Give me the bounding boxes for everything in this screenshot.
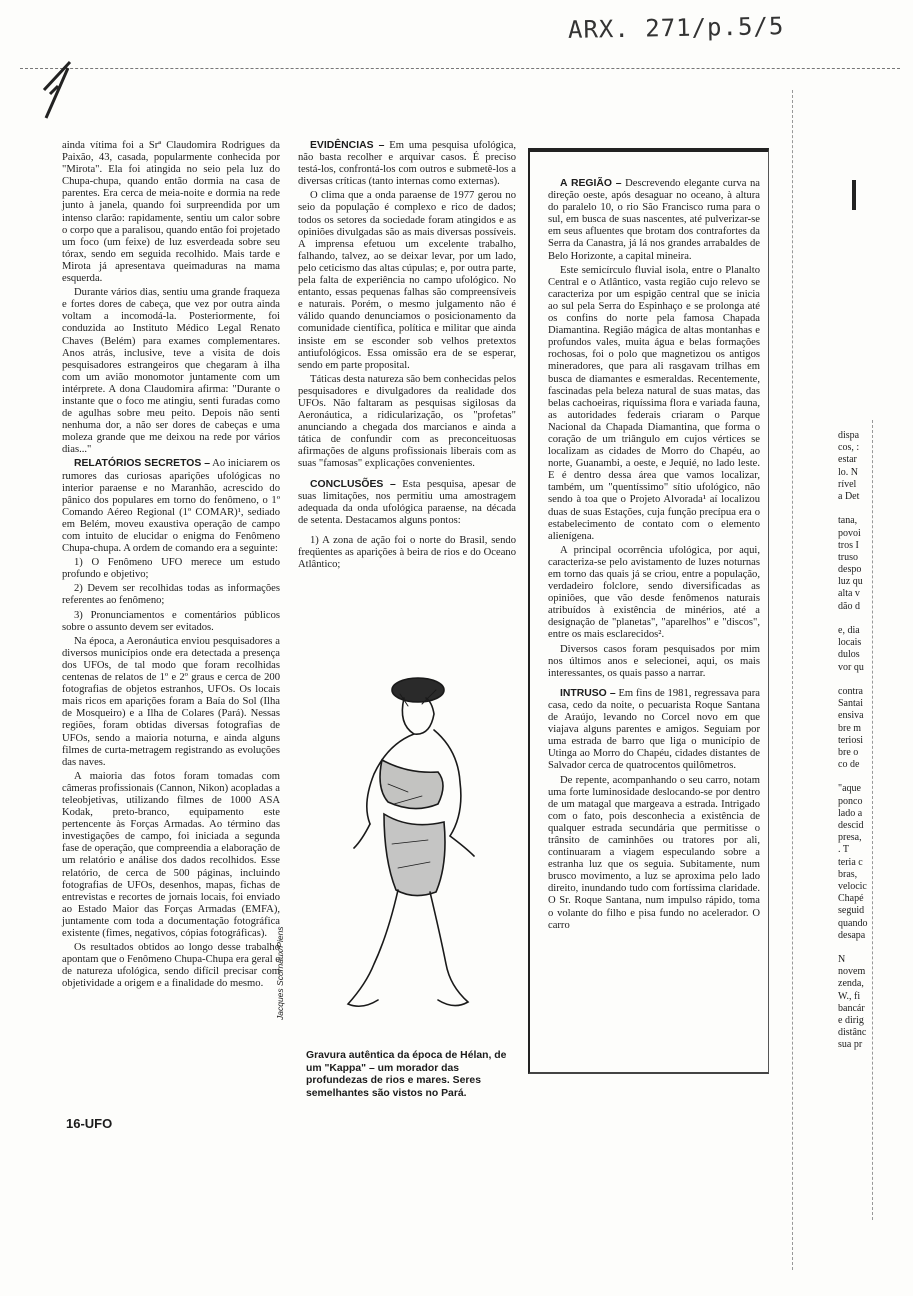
paragraph: De repente, acompanhando o seu carro, notam uma forte luminosidade deslocando-se por dentro de um matagal que margeava a estrada. Intrigado com o fato, pois desconhecia a existência de qualquer estrada secundária que permitisse o trânsito de caminhões ou tratores por ali, continuaram a viagem especulando sobre a estranha luz que os seguia. Subitamente, num brusco movimento, a luz se aproxima pelo lado direito, inundando tudo com fortíssima claridade. O Sr. Roque Santana, num impulso rápido, toma o volante do filho e pisa fundo no acelerador. O carro	[548, 774, 760, 931]
column-2	[298, 140, 516, 573]
scan-edge-line	[792, 90, 793, 1270]
cropped-text-line: ponco	[838, 795, 863, 807]
cropped-text-line: povoi	[838, 527, 861, 539]
corner-scratch-mark	[40, 60, 90, 120]
cropped-text-line	[838, 771, 876, 783]
cropped-text-line: despo	[838, 564, 862, 576]
paragraph: A maioria das fotos foram tomadas com câmeras profissionais (Cannon, Nikon) acopladas a teleobjetivas, utilizando filmes de 1000 ASA Kodak, preto-branco, equipamento este pertencente às Forças Armadas. Ao término das investigações de campo, foi iniciada a segunda fase de operação, que compreendia a elaboração de um relatório e análise dos dados recolhidos. Esse relatório, de cerca de 500 páginas, incluindo fotografias de UFOs, desenhos, mapas, fichas de entrevistas e recortes de jornais locais, foi enviado ao Estado Maior das Forças Armadas (EMFA), juntamente com toda a documentação fotográfica existente (fimes, negativos, cópias fotográficas).	[62, 770, 280, 939]
cropped-text-line: Santai	[838, 698, 863, 710]
paragraph: Na época, a Aeronáutica enviou pesquisadores a diversos municípios onde era detectada a presença dos UFOs, de tal modo que foram recolhidas centenas de relatos de 1º e 2º graus e cerca de 200 fotografias de objetos estranhos, UFOs. Os locais mais ricos em aparições foram a Baía do Sol (Ilha de Mosqueiro) e a Ilha de Colares (Pará). Nessas regiões, foram obtidas diversas fotografias de UFOs, sendo a maioria noturna, e ainda alguns filmes de curta-metragem registrando as evoluções das naves.	[62, 635, 280, 768]
cropped-text-line: dão d	[838, 600, 860, 612]
paragraph: Em fins de 1981, regressava para casa, cedo da noite, o pecuarista Roque Santana de Araújo, levando no Corcel novo em que viajava alguns parentes e amigos. Seguiam por uma estrada de barro que liga o município de Utinga ao Morro do Chapéu, cidades distantes de Salvador cerca de quatrocentos quilômetros.	[548, 687, 760, 772]
paragraph: Táticas desta natureza são bem conhecidas pelos pesquisadores e divulgadores da realidade dos UFOs. Não faltaram as pesquisas sigilosas da Aeronáutica, a ridicularização, os "profetas" anunciando a chegada dos marcianos e ainda a tática de confundir com as preconceituosas afirmações de alguns profissionais liberais com as suas "famosas" explicações convenientes.	[298, 373, 516, 470]
cropped-text-line: tana,	[838, 515, 858, 527]
cropped-text-line: . T	[838, 844, 849, 856]
cropped-text-line: tros I	[838, 539, 859, 551]
cropped-text-line: a Det	[838, 490, 860, 502]
list-item: 2) Devem ser recolhidas todas as informações referentes ao fenômeno;	[62, 583, 280, 607]
photo-credit: Jacques Scornaux/Piens	[275, 926, 285, 1020]
cropped-text-line	[838, 674, 876, 686]
cropped-text-line: Chapé	[838, 893, 864, 905]
paragraph: ainda vítima foi a Srª Claudomira Rodrigues da Paixão, 43, casada, popularmente conhecida por "Mirota". Ela foi atingida no seio pela luz do Chupa-chupa, quando então dormia na casa de parentes. Era cerca de meia-noite e dormia na rede junto à janela, quando foi surpreendida por um intenso clarão: rapidamente, sentiu um calor sobre o corpo que a paralisou, quando então foi projetado um foco (um feixe) de luz esverdeada sobre seu tórax, sendo em seguida recolhido. Mais tarde e Mirota já apresentava queimaduras na mama esquerda.	[62, 140, 280, 285]
section-heading-evidencias: EVIDÊNCIAS –	[310, 140, 385, 151]
cropped-text-line: dispa	[838, 430, 860, 441]
section-heading-regiao: A REGIÃO –	[560, 178, 622, 189]
page-number: 16-UFO	[66, 1116, 113, 1131]
cropped-text-line: dulos	[838, 649, 860, 661]
column-1	[62, 140, 280, 992]
cropped-text-line: velocic	[838, 880, 867, 892]
cropped-text-line: bras,	[838, 868, 858, 880]
cropped-text-line: seguid	[838, 905, 865, 917]
cropped-text-line: novem	[838, 966, 866, 978]
scan-edge-line	[872, 420, 873, 1220]
cropped-text-line	[838, 613, 876, 625]
cropped-text-line: e, dia	[838, 625, 860, 636]
cropped-text-line: bre o	[838, 746, 859, 758]
cropped-text-line: distânc	[838, 1027, 867, 1039]
cropped-text-line: presa,	[838, 832, 862, 844]
cropped-text-line: "aque	[838, 783, 861, 795]
cropped-bracket-mark	[852, 180, 856, 210]
paragraph: O clima que a onda paraense de 1977 gerou no seio da população é complexo e rico de dados; todos os setores da sociedade foram atingidos e as opiniões divulgadas são as mais diversas possíveis. A imprensa efetuou um excelente trabalho, falhando, talvez, ao se deixar levar, por um lado, pelo ceticismo das altas cúpulas; e, por outra parte, pela falta de experiência no campo ufológico. No entanto, essas pequenas falhas são compreensíveis e naturais. Porém, o mesmo julgamento não é válido quando denunciamos o posicionamento da comunidade científica, política e militar que ainda insiste em se esconder sob velhos pretextos antiufológicos. Essa omissão era de se esperar, sendo em parte proposital.	[298, 190, 516, 371]
cropped-text-line: lo. N	[838, 466, 858, 478]
cropped-text-line: estar	[838, 454, 857, 466]
cropped-text-line: teria c	[838, 856, 863, 868]
paragraph: Esta pesquisa, apesar de suas limitações, nos permitiu uma amostragem adequada da onda ufológica paraense, na década de setenta. Destacamos alguns pontos:	[298, 478, 516, 526]
paragraph: Diversos casos foram pesquisados por mim nos últimos anos e selecionei, aqui, os mais interessantes, os quais passo a narrar.	[548, 643, 760, 679]
column-4-cropped	[838, 430, 876, 1052]
cropped-text-line	[838, 942, 876, 954]
cropped-text-line: vor qu	[838, 661, 864, 673]
cropped-text-line: cos, :	[838, 442, 860, 454]
paragraph: Durante vários dias, sentiu uma grande fraqueza e fortes dores de cabeça, que vez por outra ainda voltam a incomodá-la. Posteriormente, foi conduzida ao Instituto Médico Legal Renato Chaves (Belém) para exames complementares. Anos atrás, inclusive, teve a visita de dois pesquisadores estrangeiros que chegaram à ilha com um avião monomotor juntamente com um intérprete. A dona Claudomira afirma: "Durante o instante que o foco me atingiu, senti furadas como de agulhas sobre meu peito. Depois não senti nenhuma dor, a não ser dores de cabeças e uma moleza grande que me deixou na rede por vários dias..."	[62, 287, 280, 456]
cropped-text-line: bancár	[838, 1002, 865, 1014]
archive-reference-mark: ARX. 271/p.5/5	[567, 12, 785, 44]
cropped-text-line: descid	[838, 820, 864, 831]
cropped-text-line: W., fi	[838, 990, 861, 1002]
list-item: 3) Pronunciamentos e comentários públicos sobre o assunto devem ser evitados.	[62, 609, 280, 633]
kappa-engraving-illustration	[318, 664, 494, 1020]
cropped-text-line: sua pr	[838, 1039, 863, 1051]
list-item: 1) A zona de ação foi o norte do Brasil, sendo freqüentes as aparições à beira de rios e do Oceano Atlântico;	[298, 534, 516, 571]
cropped-text-line: lado a	[838, 807, 863, 819]
cropped-text-line: zenda,	[838, 978, 864, 990]
column-3-sidebar	[548, 178, 760, 934]
figure-caption: Gravura autêntica da época de Hélan, de um "Kappa" – um morador das profundezas de rios e mares. Seres semelhantes são vistos no Pará.	[306, 1050, 507, 1099]
section-heading-relatorios: RELATÓRIOS SECRETOS –	[74, 458, 211, 470]
cropped-text-line: alta v	[838, 588, 860, 600]
section-heading-conclusoes: CONCLUSÕES –	[310, 478, 396, 490]
cropped-text-line: desapa	[838, 929, 866, 941]
paragraph: Em uma pesquisa ufológica, não basta recolher e arquivar casos. É preciso testá-los, confrontá-los com outros e submetê-los a diversas críticas (tanto internas como externas).	[298, 140, 516, 188]
paragraph: Descrevendo elegante curva na direção oeste, após desaguar no oceano, à altura do paralelo 10, o rio São Francisco ruma para o sul, em busca de suas nascentes, até pulverizar-se em seus afluentes que brotam dos contrafortes da Serra da Canastra, já lá nos grandes arrabaldes de Belo Horizonte, a capital mineira.	[548, 178, 760, 262]
top-divider-line	[20, 68, 900, 69]
cropped-text-line	[838, 503, 876, 515]
paragraph: Ao iniciarem os rumores das curiosas aparições ufológicas no interior paraense e no Maranhão, acrescido do pânico dos populares em torno do fenômeno, o 1º Comando Aéreo Regional (1º COMAR)¹, sediado em Belém, moveu exaustiva operação de campo com intuito de elucidar o enigma do Fenômeno Chupa-chupa. A ordem de comando era a seguinte:	[62, 458, 280, 555]
cropped-text-line: locais	[838, 637, 862, 649]
cropped-text-line: teriosi	[838, 734, 863, 746]
list-item: 1) O Fenômeno UFO merece um estudo profundo e objetivo;	[62, 557, 280, 581]
cropped-text-line: contra	[838, 685, 863, 697]
cropped-text-line: N	[838, 954, 846, 966]
cropped-text-line: bre m	[838, 722, 862, 734]
cropped-text-line: co de	[838, 759, 860, 771]
section-heading-intruso: INTRUSO –	[560, 687, 616, 699]
cropped-text-line: ensiva	[838, 710, 864, 722]
cropped-text-line: rível	[838, 478, 857, 490]
paragraph: A principal ocorrência ufológica, por aqui, caracteriza-se pelo avistamento de luzes noturnas em torno das quais já se criou, entre a população, verdadeiro folclore, sendo diversificadas as opiniões, que vão desde fenômenos naturais atribuídos à existência de minérios, até a designação de "planetas", "aparelhos" e "discos", entre os mais esclarecidos².	[548, 544, 760, 641]
paragraph: Este semicírculo fluvial isola, entre o Planalto Central e o Atlântico, vasta região cujo relevo se caracteriza por um espigão central que se inicia ao sul pela Serra do Espinhaço e se prolonga até os confins do norte pela famosa Chapada Diamantina. Região mágica de altas montanhas e profundos vales, muita água e belas formações rochosas, foi o polo que magnetizou os antigos mineradores, que para ali rasgavam trilhas em busca de diamantes e esmeraldas. Recentemente, fascinadas pela beleza natural de suas matas, das belas cachoeiras, riquíssima flora e variada fauna, as autoridades federais criaram o Parque Nacional da Chapada Diamantina, que forma o coração de um triângulo em cujos vértices se localizam as cidades de Morro do Chapéu, ao norte, Guanambi, a oeste, e Jequié, no lado leste. E é dentro dessa área que vamos localizar, também, um "quentíssimo" sítio ufológico, não sendo à toa que o Projeto Alvorada¹ aí localizou duas de suas Estações, cuja função precípua era o estabelecimento de contato com o elemento alienígena.	[548, 264, 760, 542]
paragraph: Os resultados obtidos ao longo desse trabalho apontam que o Fenômeno Chupa-Chupa era geral e de natureza ufológica, sendo difícil precisar com objetividade a origem e a finalidade do mesmo.	[62, 942, 280, 990]
cropped-text-line: quando	[838, 917, 868, 929]
cropped-text-line: e dirig	[838, 1015, 864, 1026]
cropped-text-line: truso	[838, 551, 858, 563]
cropped-text-line: luz qu	[838, 576, 863, 588]
